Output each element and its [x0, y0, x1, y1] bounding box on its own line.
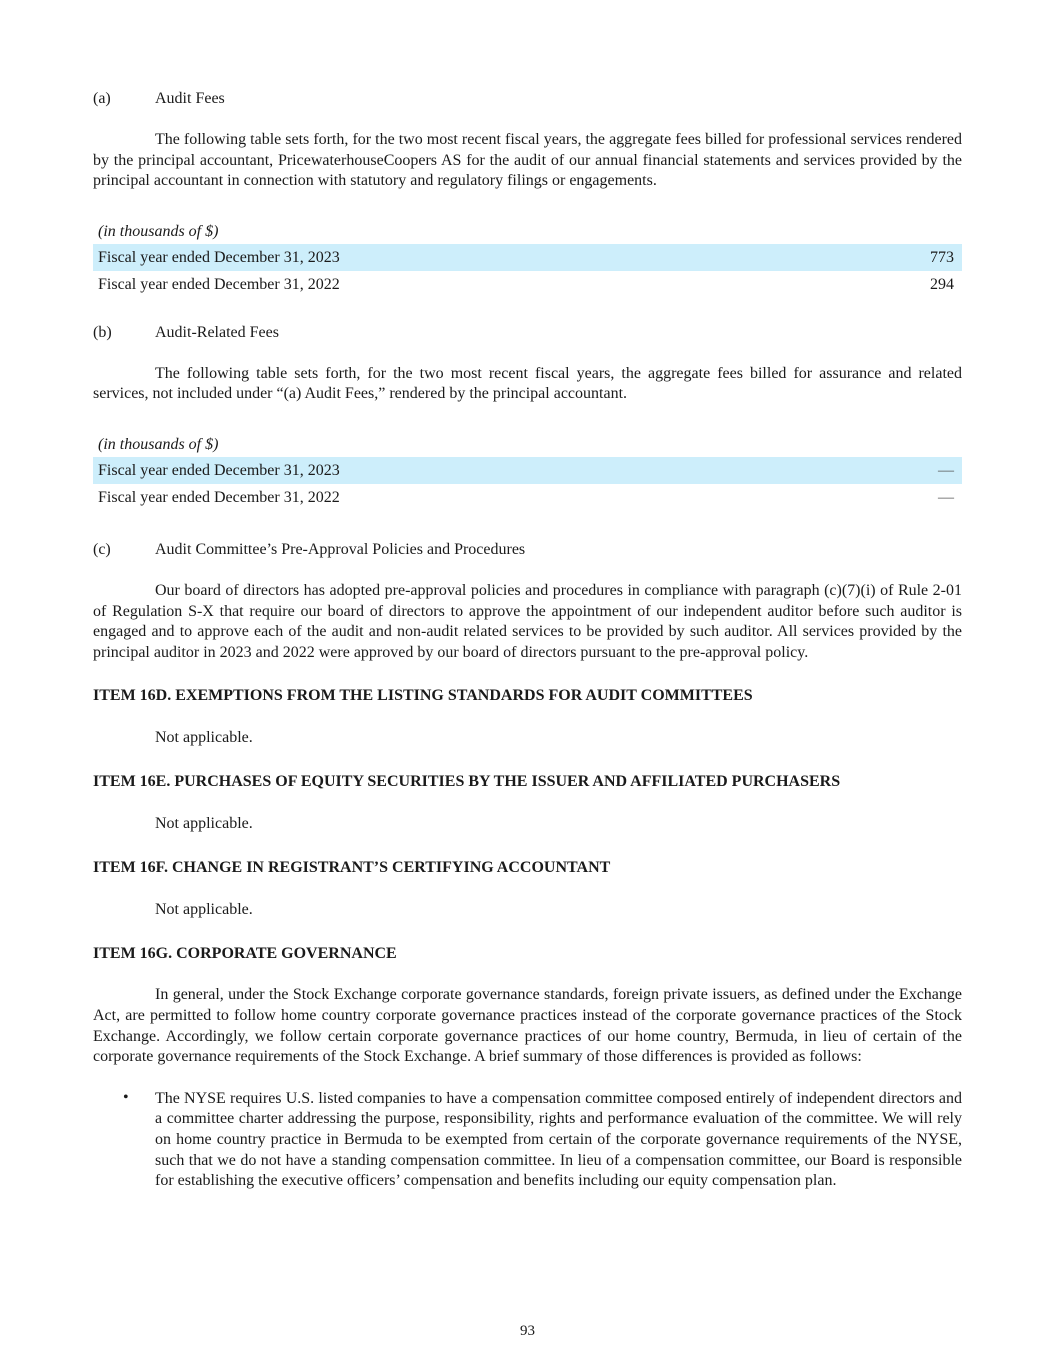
table-caption: (in thousands of $) [98, 222, 219, 240]
table-row [93, 457, 962, 484]
page-number: 93 [520, 1323, 535, 1339]
document-page [93, 88, 962, 1192]
section-c-heading [93, 539, 962, 561]
item-16d-body: Not applicable. [155, 729, 253, 747]
section-b-heading [93, 322, 962, 344]
row-label: Fiscal year ended December 31, 2023 [98, 461, 340, 479]
section-a-mark: (a) [93, 90, 111, 107]
section-a-title: Audit Fees [155, 90, 225, 107]
list-item [93, 1089, 962, 1192]
section-b-mark: (b) [93, 323, 112, 341]
table-row [93, 484, 962, 511]
item-16d-heading: ITEM 16D. EXEMPTIONS FROM THE LISTING STANDARDS FOR AUDIT COMMITTEES [93, 687, 753, 705]
row-value: 294 [930, 275, 954, 293]
item-16f-body: Not applicable. [155, 901, 253, 919]
item-16e-body: Not applicable. [155, 815, 253, 833]
item-16e-heading: ITEM 16E. PURCHASES OF EQUITY SECURITIES BY THE ISSUER AND AFFILIATED PURCHASERS [93, 773, 841, 791]
table-row [93, 271, 962, 298]
section-b-body: The following table sets forth, for the two most recent fiscal years, the aggregate fees billed for assurance and related services, not included under “(a) Audit Fees,” rendered by the principal accountant. [93, 364, 962, 403]
section-b-title: Audit-Related Fees [155, 323, 279, 341]
item-16g-body: In general, under the Stock Exchange corporate governance standards, foreign private issuers, as defined under the Exchange Act, are permitted to follow home country corporate governance practices instead of the corporate governance practices of the Stock Exchange. Accordingly, we follow certain corporate governance practices of our home country, Bermuda, in lieu of certain of the corporate governance requirements of the Stock Exchange. A brief summary of those differences is provided as follows: [93, 986, 962, 1066]
item-16f-heading: ITEM 16F. CHANGE IN REGISTRANT’S CERTIFYING ACCOUNTANT [93, 859, 611, 877]
table-caption: (in thousands of $) [98, 435, 219, 453]
table-row [93, 244, 962, 271]
bullet-text: The NYSE requires U.S. listed companies to have a compensation committee composed entirely of independent directors and a committee charter addressing the purpose, responsibility, rights and performance evaluation of the committee. We will rely on home country practice in Bermuda to be exempted from certain of the corporate governance requirements of the NYSE, such that we do not have a standing compensation committee. In lieu of a compensation committee, our Board is responsible for establishing the executive officers’ compensation and benefits including our equity compensation plan. [155, 1089, 962, 1190]
row-label: Fiscal year ended December 31, 2022 [98, 275, 340, 293]
audit-fees-table [93, 220, 962, 298]
audit-related-fees-table [93, 433, 962, 511]
section-c-title: Audit Committee’s Pre-Approval Policies and Procedures [155, 540, 526, 558]
section-a-heading [93, 88, 962, 110]
row-label: Fiscal year ended December 31, 2022 [98, 488, 340, 506]
row-value: — [938, 488, 954, 506]
section-c-body: Our board of directors has adopted pre-approval policies and procedures in compliance with paragraph (c)(7)(i) of Rule 2-01 of Regulation S-X that require our board of directors to approve the appointment of our independent auditor before such auditor is engaged and to approve each of the audit and non-audit related services to be provided by such auditor. All services provided by the principal auditor in 2023 and 2022 were approved by our board of directors pursuant to the pre-approval policy. [93, 581, 962, 661]
item-16g-heading: ITEM 16G. CORPORATE GOVERNANCE [93, 945, 397, 963]
row-label: Fiscal year ended December 31, 2023 [98, 248, 340, 266]
row-value: — [938, 461, 954, 479]
row-value: 773 [930, 248, 954, 266]
bullet-symbol: • [123, 1088, 129, 1106]
section-c-mark: (c) [93, 540, 111, 558]
section-a-body: The following table sets forth, for the two most recent fiscal years, the aggregate fees billed for professional services rendered by the principal accountant, PricewaterhouseCoopers AS for the audit of our annual financial statements and services provided by the principal accountant in connection with statutory and regulatory filings or engagements. [93, 131, 962, 190]
